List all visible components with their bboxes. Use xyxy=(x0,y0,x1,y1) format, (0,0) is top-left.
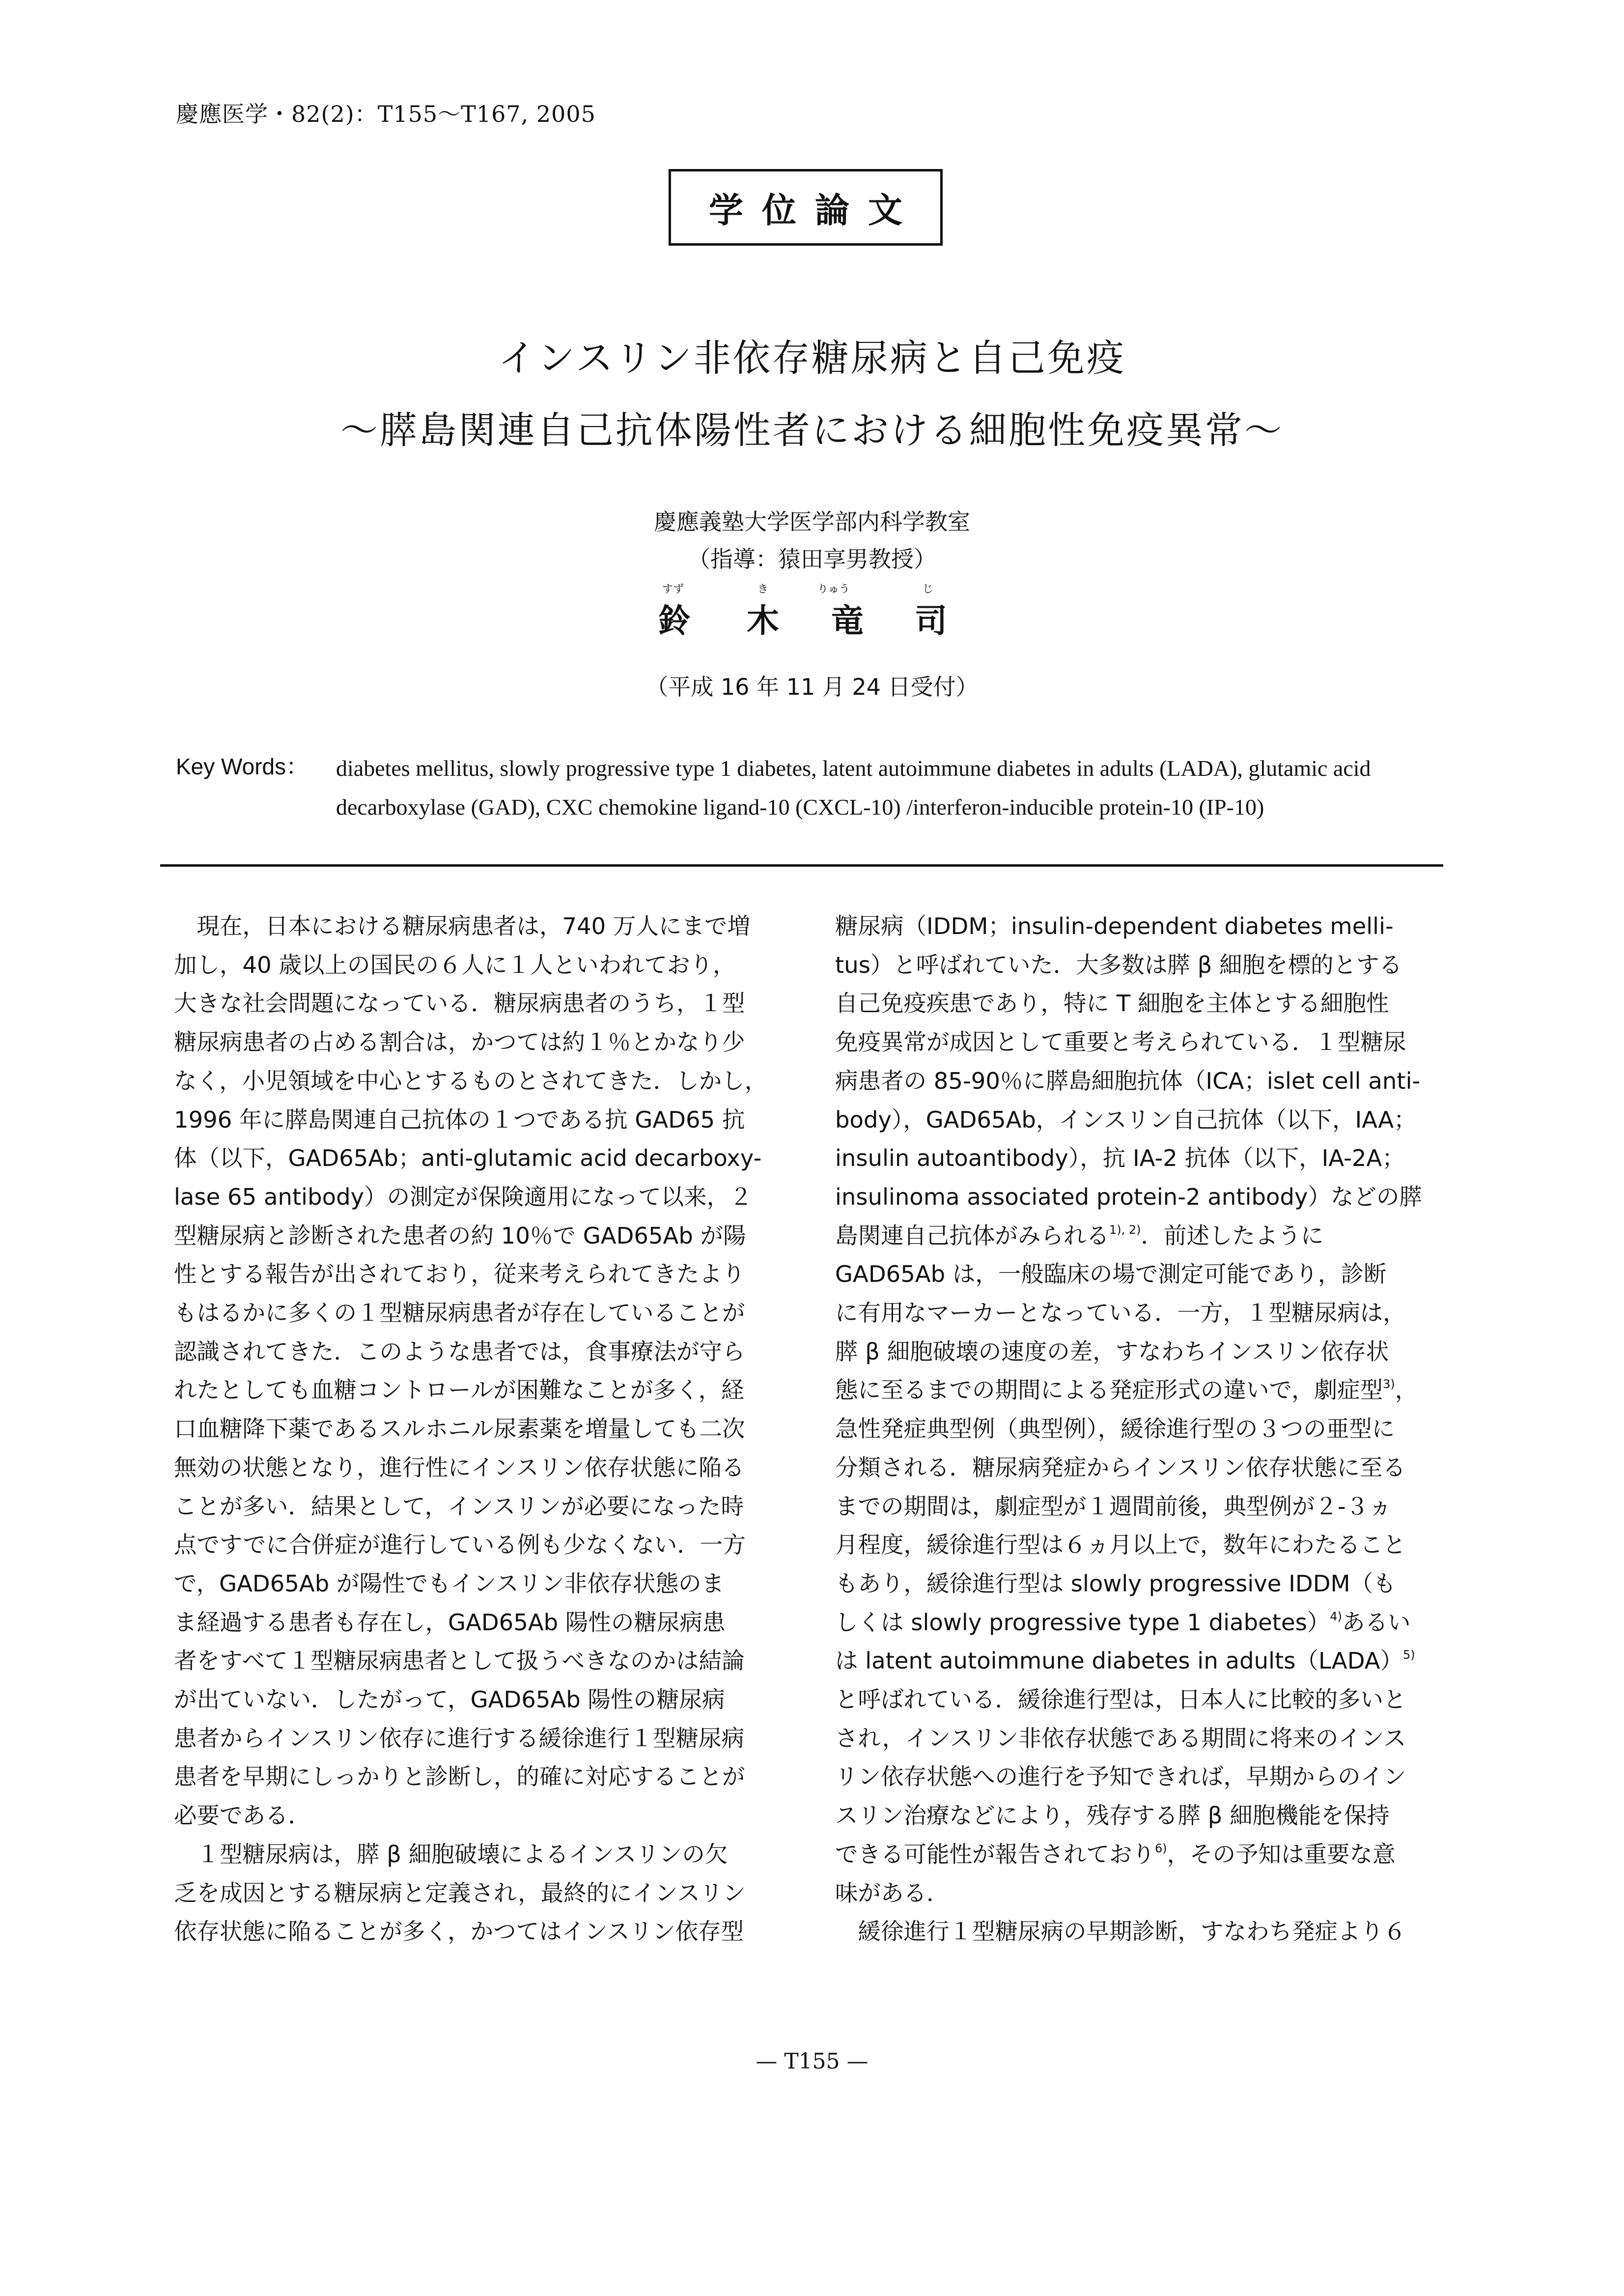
paper-subtitle: 〜膵島関連自己抗体陽性者における細胞性免疫異常〜 xyxy=(340,408,1284,452)
body-text-line: 糖尿病患者の占める割合は，かつては約１％とかなり少 xyxy=(174,1029,745,1056)
text-run: ， xyxy=(1395,1377,1418,1404)
furigana: じ xyxy=(923,583,934,595)
body-text-line: 島関連自己抗体がみられる$^{1), 2)}$．前述したように xyxy=(835,1222,1324,1249)
body-text-line: 口血糖降下薬であるスルホニル尿素薬を増量しても二次 xyxy=(174,1416,745,1443)
body-text-line: １型糖尿病は，膵 β 細胞破壊によるインスリンの欠 xyxy=(174,1841,728,1868)
body-text-line: 糖尿病（IDDM；insulin-dependent diabetes melli- xyxy=(835,913,1394,939)
body-text-line: リン依存状態への進行を予知できれば，早期からのイン xyxy=(835,1763,1406,1790)
furigana: き xyxy=(757,583,769,595)
body-text-line: lase 65 antibody）の測定が保険適用になって以来，２ xyxy=(174,1183,753,1210)
body-text-line: 1996 年に膵島関連自己抗体の１つである抗 GAD65 抗 xyxy=(174,1106,745,1133)
body-text-line: 無効の状態となり，進行性にインスリン依存状態に陥る xyxy=(174,1454,745,1481)
body-text-line: 味がある． xyxy=(835,1879,950,1906)
body-text-line: 型糖尿病と診断された患者の約 10％で GAD65Ab が陽 xyxy=(174,1222,746,1249)
article-type-badge xyxy=(669,169,943,246)
body-text-line: 自己免疫疾患であり，特に T 細胞を主体とする細胞性 xyxy=(835,990,1389,1017)
body-text-line: なく，小児領域を中心とするものとされてきた．しかし， xyxy=(174,1067,768,1094)
body-text-line: もはるかに多くの１型糖尿病患者が存在していることが xyxy=(174,1300,745,1327)
body-text-line: 緩徐進行１型糖尿病の早期診断，すなわち発症より６ xyxy=(835,1918,1406,1945)
author-name-char: 木 xyxy=(747,602,779,640)
paper-title: インスリン非依存糖尿病と自己免疫 xyxy=(498,336,1126,380)
body-column-left xyxy=(174,907,783,1951)
keywords-label: Key Words： xyxy=(176,754,309,779)
affiliation: 慶應義塾大学医学部内科学教室 xyxy=(654,509,970,535)
body-text-line: 性とする報告が出されており，従来考えられてきたより xyxy=(174,1261,745,1288)
body-text-line: が出ていない．したがって，GAD65Ab 陽性の糖尿病 xyxy=(174,1686,725,1713)
body-text-line: 患者からインスリン依存に進行する緩徐進行１型糖尿病 xyxy=(174,1725,745,1752)
advisor: （指導：猿田享男教授） xyxy=(688,546,936,572)
author-name-char: 司 xyxy=(915,602,947,640)
body-text-line: 必要である． xyxy=(174,1802,311,1829)
body-text-line: 大きな社会問題になっている．糖尿病患者のうち，１型 xyxy=(174,990,745,1017)
citation-ref: 5) xyxy=(1403,1648,1415,1662)
body-text-line: 乏を成因とする糖尿病と定義され，最終的にインスリン xyxy=(174,1879,746,1906)
body-text-line: GAD65Ab は，一般臨床の場で測定可能であり，診断 xyxy=(835,1261,1387,1288)
citation-ref: 6) xyxy=(1155,1841,1167,1855)
body-text-line: 病患者の 85-90％に膵島細胞抗体（ICA；islet cell anti- xyxy=(835,1067,1421,1094)
body-text-line: tus）と呼ばれていた．大多数は膵 β 細胞を標的とする xyxy=(835,951,1402,978)
body-text-line: で，GAD65Ab が陽性でもインスリン非依存状態のま xyxy=(174,1570,725,1597)
text-run: あるい xyxy=(1342,1609,1411,1636)
body-text-line: 態に至るまでの期間による発症形式の違いで，劇症型$^{3)}$， xyxy=(835,1377,1418,1404)
body-text-line: 分類される．糖尿病発症からインスリン依存状態に至る xyxy=(835,1454,1406,1481)
body-text-line: 患者を早期にしっかりと診断し，的確に対応することが xyxy=(174,1763,745,1790)
body-text-line: insulin autoantibody），抗 IA-2 抗体（以下，IA-2A； xyxy=(835,1145,1405,1172)
body-text-line: ことが多い．結果として，インスリンが必要になった時 xyxy=(174,1493,744,1520)
body-text-line: 免疫異常が成因として重要と考えられている．１型糖尿 xyxy=(835,1029,1406,1056)
body-text-line: 加し，40 歳以上の国民の６人に１人といわれており， xyxy=(174,951,736,978)
citation-ref: 4) xyxy=(1330,1609,1342,1623)
author-name-char: 鈴 xyxy=(658,602,691,640)
body-text-line: スリン治療などにより，残存する膵 β 細胞機能を保持 xyxy=(835,1802,1390,1829)
body-text-line: できる可能性が報告されており$^{6)}$，その予知は重要な意 xyxy=(835,1841,1396,1868)
citation-ref: 3) xyxy=(1383,1377,1395,1391)
body-text-line: は latent autoimmune diabetes in adults（LADA）$^{5)}$ xyxy=(835,1647,1415,1674)
citation-ref: 1), 2) xyxy=(1109,1222,1141,1237)
author-name xyxy=(653,581,1007,640)
section-divider xyxy=(160,864,1443,867)
body-text-line: に有用なマーカーとなっている．一方，１型糖尿病は， xyxy=(835,1300,1406,1327)
body-text-line: もあり，緩徐進行型は slowly progressive IDDM（も xyxy=(835,1570,1396,1597)
badge-label: 学位論文 xyxy=(709,190,921,230)
body-text-line: 者をすべて１型糖尿病患者として扱うべきなのかは結論 xyxy=(174,1647,745,1674)
body-text-line: と呼ばれている．緩徐進行型は，日本人に比較的多いと xyxy=(835,1686,1406,1713)
text-run: ，その予知は重要な意 xyxy=(1167,1841,1396,1868)
body-text-line: 依存状態に陥ることが多く，かつてはインスリン依存型 xyxy=(174,1918,744,1945)
body-text-line: 認識されてきた．このような患者では，食事療法が守ら xyxy=(174,1338,745,1365)
body-text-line: 急性発症典型例（典型例），緩徐進行型の３つの亜型に xyxy=(835,1416,1395,1443)
body-text-line: しくは slowly progressive type 1 diabetes）$^{4)}$あるい xyxy=(835,1609,1411,1636)
furigana: りゅう xyxy=(817,583,850,595)
keywords-text: diabetes mellitus, slowly progressive type 1 diabetes, latent autoimmune diabetes in adults (LADA), glutamic acid decarboxylase (GAD), CXC chemokine ligand-10 (CXCL-10) /interferon-inducible protein-10 (IP-10) xyxy=(336,756,1371,820)
body-text-line: 現在，日本における糖尿病患者は，740 万人にまで増 xyxy=(174,913,751,939)
body-text-line: 膵 β 細胞破壊の速度の差，すなわちインスリン依存状 xyxy=(835,1338,1389,1365)
body-text-line: され，インスリン非依存状態である期間に将来のインス xyxy=(835,1725,1406,1752)
author-name-char: 竜 xyxy=(831,602,864,640)
body-text-line: ま経過する患者も存在し，GAD65Ab 陽性の糖尿病患 xyxy=(174,1609,726,1636)
body-text-line: 月程度，緩徐進行型は６ヵ月以上で，数年にわたること xyxy=(835,1531,1406,1559)
body-text-line: body），GAD65Ab，インスリン自己抗体（以下，IAA； xyxy=(835,1106,1417,1133)
body-text-line: までの期間は，劇症型が１週間前後，典型例が２-３ヵ xyxy=(835,1493,1392,1520)
body-column-right xyxy=(835,907,1444,1951)
text-run: ．前述したように xyxy=(1141,1222,1324,1249)
body-text-line: 点ですでに合併症が進行している例も少なくない．一方 xyxy=(174,1531,746,1559)
journal-citation: 慶應医学・82(2)：T155〜T167, 2005 xyxy=(176,101,596,127)
received-date: （平成 16 年 11 月 24 日受付） xyxy=(645,674,979,700)
body-text-line: 体（以下，GAD65Ab；anti-glutamic acid decarboxy- xyxy=(174,1145,762,1172)
body-text-line: insulinoma associated protein-2 antibody）などの膵 xyxy=(835,1183,1422,1210)
furigana: すず xyxy=(662,583,684,595)
body-text-line: れたとしても血糖コントロールが困難なことが多く，経 xyxy=(174,1377,744,1404)
page-number: — T155 — xyxy=(756,2049,868,2074)
